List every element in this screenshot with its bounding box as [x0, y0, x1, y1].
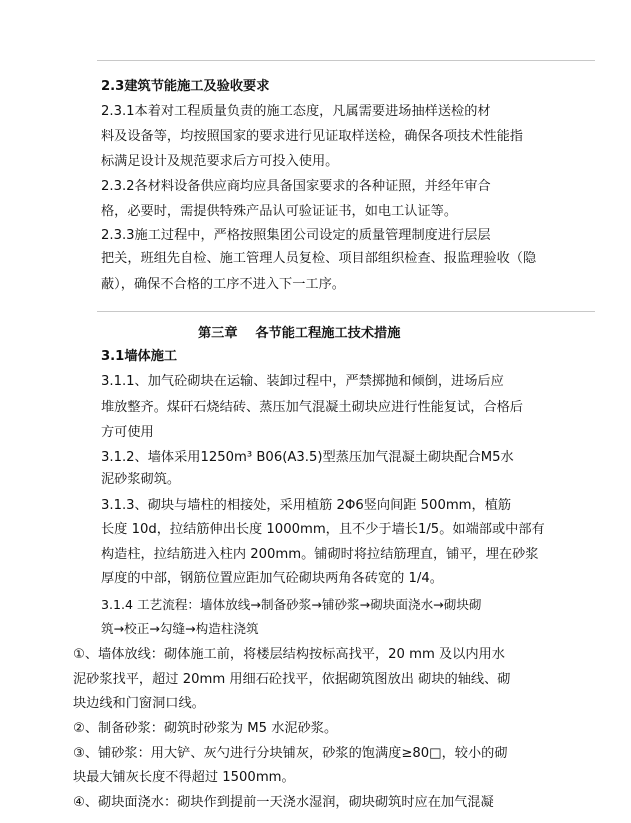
- paragraph-line: 2.3.3施工过程中，严格按照集团公司设定的质量管理制度进行层层: [101, 228, 491, 243]
- step-line: ③、铺砂浆：用大铲、灰勺进行分块铺灰，砂浆的饱满度≥80□，较小的砌: [73, 746, 508, 761]
- step-line: 泥砂浆找平，超过 20mm 用细石砼找平，依据砌筑图放出 砌块的轴线、砌: [73, 672, 511, 687]
- paragraph-line: 把关，班组先自检、施工管理人员复检、项目部组织检查、报监理验收（隐: [101, 251, 537, 266]
- paragraph-line: 标满足设计及规范要求后方可投入使用。: [101, 154, 339, 169]
- paragraph-line: 3.1.2、墙体采用1250m³ B06(A3.5)型蒸压加气混凝土砌块配合M5水: [101, 450, 514, 465]
- paragraph-line: 3.1.3、砌块与墙柱的相接处，采用植筋 2Φ6竖向间距 500mm，植筋: [101, 498, 512, 513]
- section-3-1-heading: 3.1墙体施工: [101, 349, 178, 364]
- paragraph-line: 3.1.1、加气砼砌块在运输、装卸过程中，严禁掷抛和倾倒，进场后应: [101, 374, 504, 389]
- step-line: ①、墙体放线：砌体施工前，将楼层结构按标高找平，20 mm 及以内用水: [73, 647, 505, 662]
- paragraph-line: 堆放整齐。煤矸石烧结砖、蒸压加气混凝土砌块应进行性能复试，合格后: [101, 400, 523, 415]
- step-line: 块边线和门窗洞口线。: [73, 696, 205, 711]
- paragraph-line: 泥砂浆砌筑。: [101, 472, 181, 487]
- chapter-title: 第三章 各节能工程施工技术措施: [198, 326, 401, 341]
- middle-divider: [97, 311, 595, 312]
- step-line: ②、制备砂浆：砌筑时砂浆为 M5 水泥砂浆。: [73, 721, 338, 736]
- process-flow-line: 筑→校正→勾缝→构造柱浇筑: [101, 621, 259, 636]
- step-line: 块最大铺灰长度不得超过 1500mm。: [73, 770, 295, 785]
- section-2-3-heading: 2.3建筑节能施工及验收要求: [101, 79, 270, 94]
- top-divider: [97, 60, 595, 61]
- paragraph-line: 长度 10d，拉结筋伸出长度 1000mm，且不少于墙长1/5。如端部或中部有: [101, 522, 545, 537]
- paragraph-line: 构造柱，拉结筋进入柱内 200mm。铺砌时将拉结筋理直，铺平，埋在砂浆: [101, 547, 539, 562]
- paragraph-line: 蔽），确保不合格的工序不进入下一工序。: [101, 277, 345, 292]
- paragraph-line: 格，必要时，需提供特殊产品认可验证证书，如电工认证等。: [101, 204, 458, 219]
- paragraph-line: 厚度的中部，钢筋位置应距加气砼砌块两角各砖宽的 1/4。: [101, 571, 443, 586]
- paragraph-line: 2.3.1本着对工程质量负责的施工态度，凡属需要进场抽样送检的材: [101, 104, 491, 119]
- paragraph-line: 料及设备等，均按照国家的要求进行见证取样送检，确保各项技术性能指: [101, 129, 523, 144]
- step-line: ④、砌块面浇水：砌块作到提前一天浇水湿润，砌块砌筑时应在加气混凝: [73, 795, 494, 810]
- paragraph-line: 2.3.2各材料设备供应商均应具备国家要求的各种证照，并经年审合: [101, 179, 491, 194]
- paragraph-line: 方可使用: [101, 425, 154, 440]
- process-flow-line: 3.1.4 工艺流程：墙体放线→制备砂浆→铺砂浆→砌块面浇水→砌块砌: [101, 597, 482, 612]
